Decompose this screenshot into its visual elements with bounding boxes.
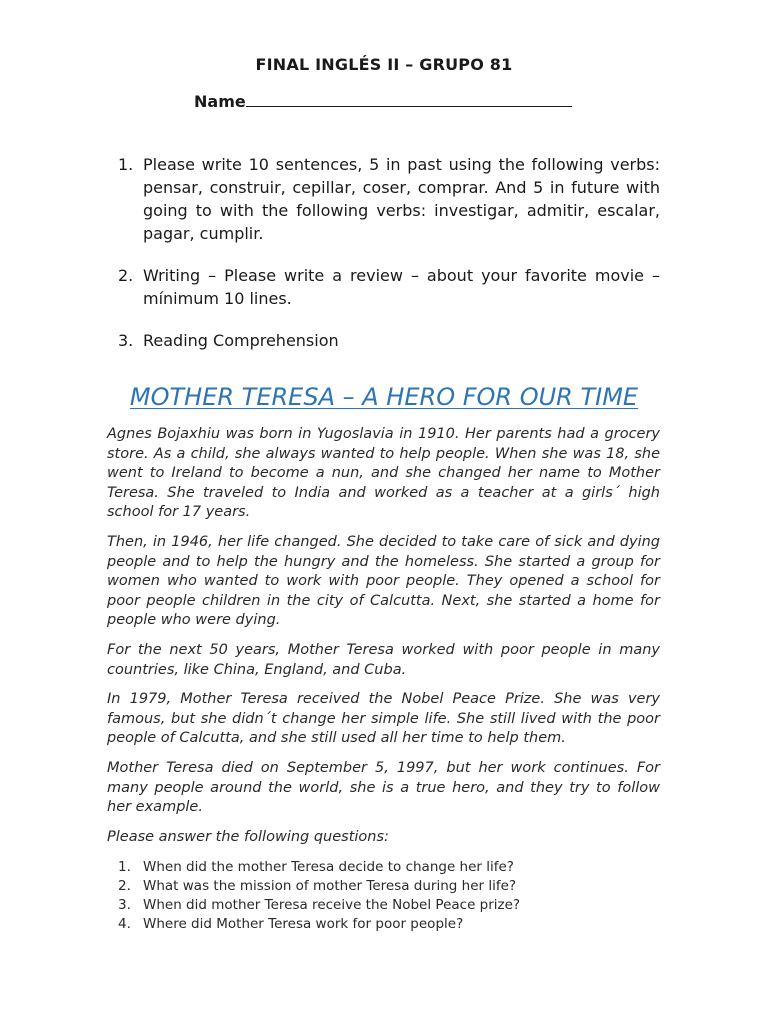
task-number: 2. [118,266,134,285]
question-number: 4. [118,916,131,932]
question-text: What was the mission of mother Teresa during her life? [143,878,517,894]
question-number: 2. [118,878,131,894]
question-text: When did the mother Teresa decide to change her life? [143,859,514,875]
task-number: 1. [118,155,134,174]
task-text: Please write 10 sentences, 5 in past using the following verbs: pensar, construir, cepillar, coser, comprar. And 5 in future with going to with the following verbs: investigar, admitir, escalar, pagar, cumplir. [143,155,660,243]
task-text: Reading Comprehension [143,331,339,350]
task-list [118,153,660,371]
question-item [118,858,520,877]
question-number: 1. [118,859,131,875]
name-label: Name [194,92,246,111]
question-text: Where did Mother Teresa work for poor people? [143,916,464,932]
question-item [118,877,520,896]
name-blank-line [246,88,572,107]
reading-paragraph: Mother Teresa died on September 5, 1997, but her work continues. For many people around the world, she is a true hero, and they try to follow her example. [107,759,660,816]
question-item [118,896,520,915]
question-number: 3. [118,897,131,913]
task-number: 3. [118,331,134,350]
question-list [118,858,520,934]
task-item [118,153,660,245]
reading-paragraph: Agnes Bojaxhiu was born in Yugoslavia in 1910. Her parents had a grocery store. As a child, she always wanted to help people. When she was 18, she went to Ireland to become a nun, and she changed her name to Mother Teresa. She traveled to India and worked as a teacher at a girls´ high school for 17 years. [107,426,660,521]
exam-title: FINAL INGLÉS II – GRUPO 81 [255,55,513,74]
question-text: When did mother Teresa receive the Nobel Peace prize? [143,897,521,913]
reading-paragraph: In 1979, Mother Teresa received the Nobel Peace Prize. She was very famous, but she didn´t change her simple life. She still lived with the poor people of Calcutta, and she still used all her time to help them. [107,691,660,747]
task-text: Writing – Please write a review – about your favorite movie – mínimum 10 lines. [143,266,660,308]
reading-passage [107,425,660,859]
reading-paragraph: For the next 50 years, Mother Teresa worked with poor people in many countries, like China, England, and Cuba. [107,641,660,678]
reading-heading: MOTHER TERESA – A HERO FOR OUR TIME [129,383,639,411]
question-item [118,915,520,934]
task-item [118,264,660,310]
task-item [118,329,660,352]
reading-paragraph: Then, in 1946, her life changed. She decided to take care of sick and dying people and to help the hungry and the homeless. She started a group for women who wanted to work with poor people. They opened a school for poor people children in the city of Calcutta. Next, she started a home for people who were dying. [107,533,660,629]
questions-prompt: Please answer the following questions: [107,828,389,845]
name-field [194,88,572,111]
